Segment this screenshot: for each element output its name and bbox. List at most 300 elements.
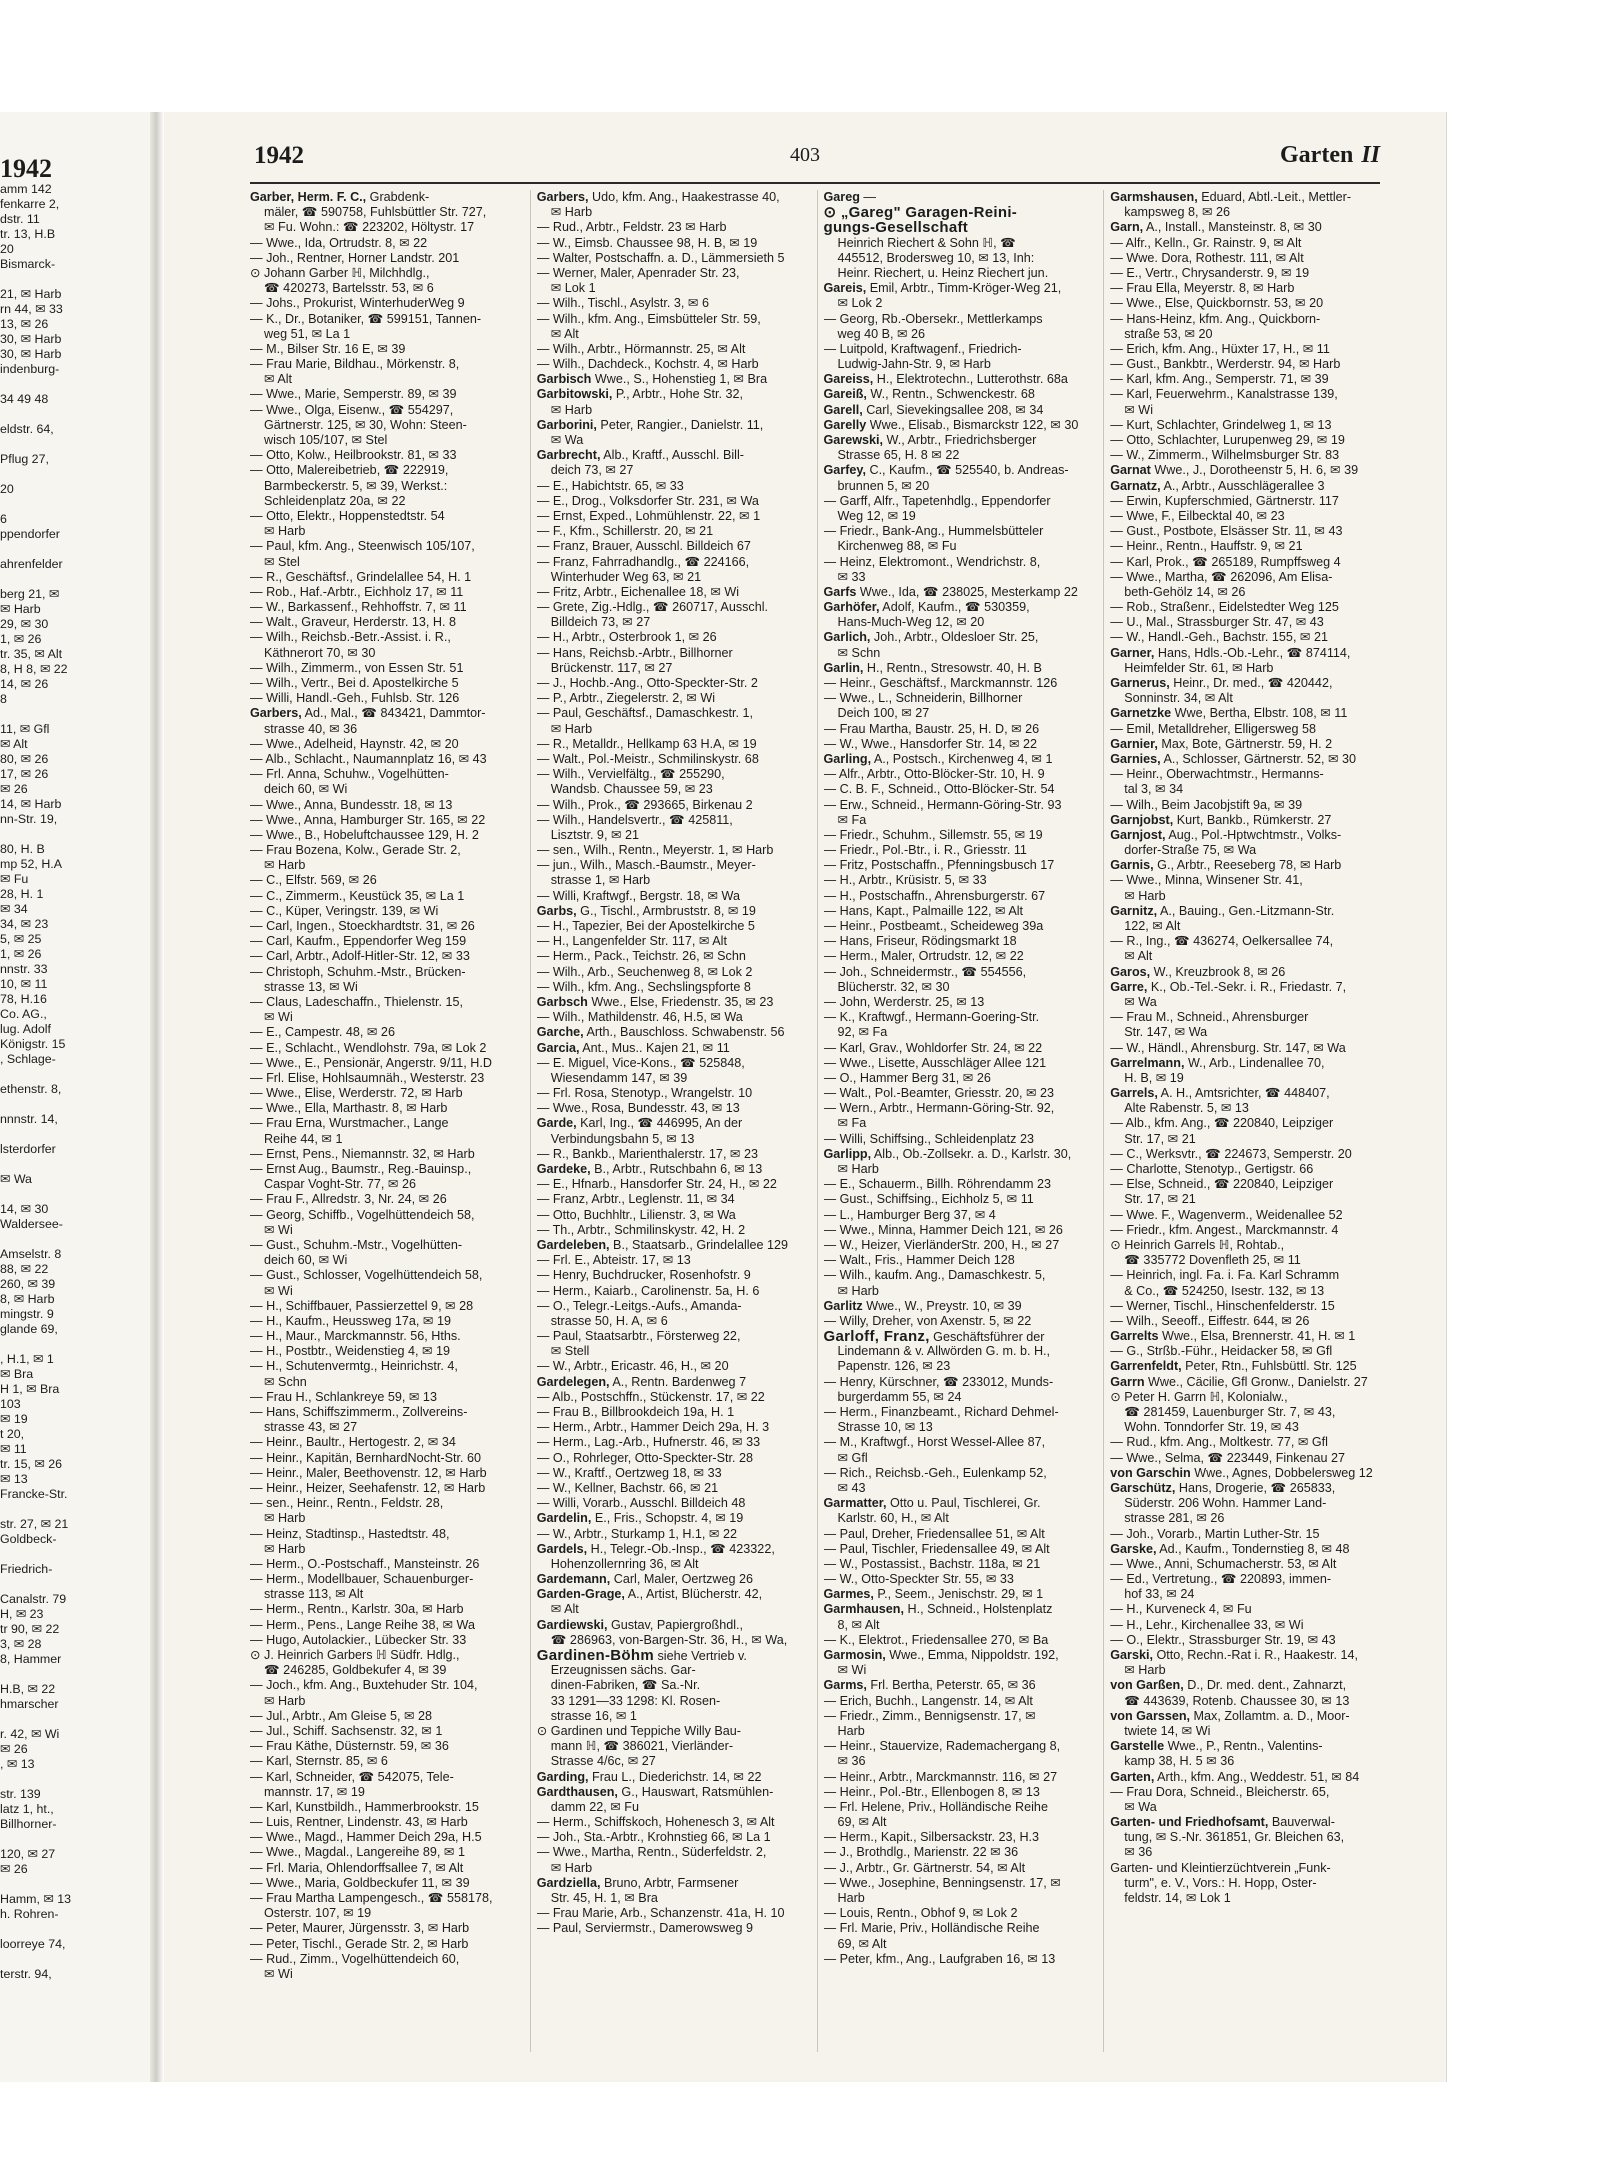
entry-details: — E., Schauerm., Billh. Röhrendamm 23: [823, 1177, 1051, 1192]
adjacent-page-line: t 20,: [0, 1427, 25, 1441]
adjacent-page-line: 8, Hammer: [0, 1652, 62, 1666]
directory-entry: [250, 904, 520, 919]
directory-entry: [537, 752, 807, 767]
directory-entry: [1110, 873, 1380, 888]
directory-entry: [537, 600, 807, 615]
entry-details: — Louis, Rentn., Obhof 9, ✉ Lok 2: [823, 1906, 1018, 1921]
directory-entry: [250, 1390, 520, 1405]
directory-entry: [1110, 630, 1380, 645]
entry-details: — Herm., Pens., Lange Reihe 38, ✉ Wa: [250, 1617, 475, 1632]
entry-details: — Rud., kfm. Ang., Moltkestr. 77, ✉ Gfl: [1110, 1435, 1328, 1450]
directory-entry: [824, 767, 1094, 782]
header-rule: [250, 182, 1380, 184]
directory-entry: [824, 995, 1094, 1010]
surname: Gardeke,: [536, 1162, 591, 1176]
adjacent-page-line: tr. 35, ✉ Alt: [0, 647, 63, 661]
entry-details: — E., Vertr., Chrysanderstr. 9, ✉ 19: [1110, 265, 1310, 280]
adjacent-page-line: 10, ✉ 11: [0, 977, 48, 991]
page-year: 1942: [254, 142, 304, 169]
directory-entry: [250, 737, 520, 752]
adjacent-page-line: [0, 1952, 150, 1967]
directory-entry: [1110, 1572, 1380, 1587]
directory-entry-head: [824, 190, 1094, 205]
directory-entry-head: [824, 1147, 1094, 1162]
surname: Garnjost,: [1110, 827, 1166, 842]
directory-entry: [250, 1086, 520, 1101]
adjacent-page-line: berg 21, ✉: [0, 587, 60, 601]
entry-details: — Heinr., Arbtr., Marckmannstr. 116, ✉ 27: [823, 1769, 1058, 1784]
directory-entry-head: [824, 281, 1094, 296]
entry-details: — Georg, Rb.-Obersekr., Mettlerkamps: [823, 311, 1043, 326]
entry-details: — Erich, Buchh., Langenstr. 14, ✉ Alt: [823, 1693, 1033, 1708]
section-title: [1280, 142, 1380, 169]
surname: Gardiewski,: [536, 1617, 608, 1632]
directory-entry: [537, 706, 807, 721]
directory-entry: [250, 1572, 520, 1587]
entry-details: — Paul, kfm. Ang., Steenwisch 105/107,: [250, 539, 475, 554]
surname: Garnjobst,: [1110, 812, 1174, 827]
scan-margin: [0, 2082, 1600, 2177]
adjacent-page-line: [0, 1712, 150, 1727]
entry-details: — W., Barkassenf., Rehhoffstr. 7, ✉ 11: [250, 600, 467, 615]
directory-entry: [537, 843, 807, 858]
directory-entry: [1110, 1527, 1380, 1542]
adjacent-page-line: tr. 15, ✉ 26: [0, 1457, 63, 1471]
entry-details: — Joh., Vorarb., Martin Luther-Str. 15: [1110, 1526, 1320, 1541]
entry-continuation: ✉ Harb: [837, 1283, 879, 1298]
entry-details: G., Tischl., Armbruststr. 8, ✉ 19: [576, 903, 756, 918]
entry-details: — E., Habichtstr. 65, ✉ 33: [536, 478, 684, 493]
directory-entry: [537, 220, 807, 235]
directory-entry: [250, 843, 520, 858]
directory-entry-head: [1110, 1542, 1380, 1557]
entry-details: Hans, Drogerie, ☎ 265833,: [1175, 1480, 1336, 1495]
adjacent-page-line: [0, 272, 150, 287]
entry-continuation: Karlstr. 60, H., ✉ Alt: [837, 1511, 949, 1526]
entry-details: — O., Elektr., Strassburger Str. 19, ✉ 43: [1110, 1632, 1336, 1647]
surname: Gardelin,: [536, 1511, 592, 1526]
entry-continuation: ✉ Stell: [550, 1344, 590, 1359]
adjacent-page-line: Königstr. 15: [0, 1037, 66, 1051]
entry-details: ⊙ Gardinen und Teppiche Willy Bau-: [536, 1723, 741, 1738]
entry-details: — Wilh., Dachdeck., Kochstr. 4, ✉ Harb: [536, 357, 759, 372]
directory-entry-head: [824, 463, 1094, 478]
book-gutter: [150, 112, 164, 2082]
adjacent-page-line: [0, 707, 150, 722]
entry-details: Wwe., J., Dorotheenstr 5, H. 6, ✉ 39: [1150, 463, 1359, 478]
directory-entry: [824, 1314, 1094, 1329]
entry-details: — Paul, Dreher, Friedensallee 51, ✉ Alt: [823, 1526, 1045, 1541]
adjacent-page-line: H, ✉ 23: [0, 1607, 44, 1621]
surname: Garding,: [536, 1769, 589, 1784]
directory-entry: [250, 630, 520, 645]
entry-details: — Kurt, Schlachter, Grindelweg 1, ✉ 13: [1110, 417, 1332, 432]
directory-entry: [250, 1709, 520, 1724]
entry-details: — Heinr., Geschäftsf., Marckmannstr. 126: [823, 676, 1058, 690]
entry-details: P., Arbtr., Hohe Str. 32,: [612, 387, 744, 402]
entry-details: — W., Otto-Speckter Str. 55, ✉ 33: [823, 1572, 1014, 1587]
adjacent-page-line: glande 69,: [0, 1322, 58, 1336]
entry-details: — Heinr., Oberwachtmstr., Hermanns-: [1110, 767, 1324, 782]
adjacent-page-line: amm 142: [0, 182, 52, 196]
entry-details: — Henry, Buchdrucker, Rosenhofstr. 9: [536, 1268, 751, 1283]
adjacent-page-line: ✉ 26: [0, 782, 28, 796]
entry-details: A., Postsch., Kirchenweg 4, ✉ 1: [871, 751, 1053, 766]
entry-continuation: ✉ Harb: [264, 1693, 306, 1708]
entry-details: — Wilh., Tischl., Asylstr. 3, ✉ 6: [536, 296, 709, 311]
entry-details: — Wwe. F., Wagenverm., Weidenallee 52: [1110, 1207, 1343, 1222]
directory-entry: [250, 661, 520, 676]
entry-details: — L., Hamburger Berg 37, ✉ 4: [823, 1207, 996, 1222]
entry-details: — Herm., Schiffskoch, Hohenesch 3, ✉ Alt: [536, 1815, 775, 1830]
adjacent-page-line: [0, 1667, 150, 1682]
directory-entry: [537, 357, 807, 372]
adjacent-page-line: [0, 1877, 150, 1892]
entry-details: — J., Hochb.-Ang., Otto-Speckter-Str. 2: [536, 676, 758, 690]
entry-details: — Heinr., Heizer, Seehafenstr. 12, ✉ Harb: [250, 1480, 486, 1495]
adjacent-page-line: loorreye 74,: [0, 1937, 66, 1951]
directory-entry: [537, 236, 807, 251]
adjacent-page-line: 103: [0, 1397, 21, 1411]
entry-details: Kurt, Bankb., Rümkerstr. 27: [1173, 812, 1332, 827]
directory-entry: [537, 767, 807, 782]
surname: Garnatz,: [1110, 478, 1161, 493]
entry-details: — Wilh., Vervielfältg., ☎ 255290,: [536, 767, 725, 782]
entry-details: — Herm., Arbtr., Hammer Deich 29a, H. 3: [536, 1420, 770, 1435]
entry-details: — Karl, Feuerwehrm., Kanalstrasse 139,: [1110, 387, 1338, 402]
entry-details: — W., Kraftf., Oertzweg 18, ✉ 33: [536, 1465, 722, 1480]
directory-entry: [250, 1952, 520, 1967]
directory-entry: [250, 1192, 520, 1207]
surname: Gareg: [823, 190, 860, 204]
directory-entry-head: [537, 1648, 807, 1663]
directory-entry: [1110, 1268, 1380, 1283]
surname: Garnier,: [1110, 736, 1158, 751]
entry-details: — H., Tapezier, Bei der Apostelkirche 5: [536, 919, 755, 933]
entry-continuation: ✉ Wa: [1124, 1799, 1157, 1814]
entry-details: — jun., Wilh., Masch.-Baumstr., Meyer-: [536, 858, 756, 873]
entry-details: — Frau F., Allredstr. 3, Nr. 24, ✉ 26: [250, 1192, 447, 1207]
directory-entry-head: [537, 1785, 807, 1800]
entry-details: —: [859, 190, 876, 204]
surname: Garell,: [823, 402, 863, 417]
entry-continuation: Wiesendamm 147, ✉ 39: [550, 1070, 688, 1085]
entry-details: A., Arbtr., Ausschlägerallee 3: [1160, 478, 1325, 493]
adjacent-page-line: tr. 13, H.B: [0, 227, 56, 241]
surname: Garnitz,: [1110, 903, 1158, 918]
entry-details: — Herm., Modellbauer, Schauenburger-: [250, 1572, 474, 1587]
directory-entry: [1110, 251, 1380, 266]
entry-details: Arth., kfm. Ang., Weddestr. 51, ✉ 84: [1154, 1769, 1360, 1784]
entry-details: — Hans, Schiffszimmerm., Zollvereins-: [250, 1405, 468, 1419]
directory-entry: [824, 904, 1094, 919]
directory-entry: [537, 1223, 807, 1238]
surname: Garbers,: [536, 190, 589, 204]
directory-entry: [250, 539, 520, 554]
entry-details: — G., Strßb.-Führ., Heidacker 58, ✉ Gfl: [1110, 1344, 1333, 1359]
entry-continuation: Harb: [837, 1891, 865, 1905]
surname: Garschütz,: [1110, 1480, 1176, 1495]
entry-details: A., Install., Mansteinstr. 8, ✉ 30: [1143, 220, 1322, 235]
entry-continuation: strasse 281, ✉ 26: [1124, 1511, 1225, 1526]
directory-entry: [250, 1405, 520, 1420]
entry-details: — Emil, Metalldreher, Elligersweg 58: [1110, 721, 1317, 736]
entry-details: — Wern., Arbtr., Hermann-Göring-Str. 92,: [823, 1101, 1055, 1116]
directory-entry: [824, 798, 1094, 813]
adjacent-page-line: ppendorfer: [0, 527, 60, 541]
directory-entry: [250, 691, 520, 706]
entry-details: — Wilh., kfm. Ang., Eimsbütteler Str. 59,: [536, 311, 761, 326]
adjacent-page-line: 260, ✉ 39: [0, 1277, 56, 1291]
directory-entry-head: [1110, 965, 1380, 980]
directory-entry: [824, 1132, 1094, 1147]
directory-entry: [250, 752, 520, 767]
surname: Garbers,: [250, 706, 302, 721]
directory-entry-head: [1110, 828, 1380, 843]
entry-details: — R., Geschäftsf., Grindelallee 54, H. 1: [250, 569, 472, 584]
directory-entry-head: [1110, 737, 1380, 752]
directory-entry: [824, 1223, 1094, 1238]
surname: Garbs,: [536, 903, 577, 918]
directory-entry-head: [1110, 676, 1380, 691]
directory-entry: [250, 509, 520, 524]
entry-details: — Walt., Fris., Hammer Deich 128: [823, 1253, 1015, 1268]
directory-entry-head: [824, 403, 1094, 418]
adjacent-page-fragment: [0, 112, 150, 2082]
entry-details: — Rob., Haf.-Arbtr., Eichholz 17, ✉ 11: [250, 584, 464, 599]
entry-details: — Hugo, Autolackier., Lübecker Str. 33: [250, 1632, 467, 1647]
adjacent-page-line: Amselstr. 8: [0, 1247, 62, 1261]
entry-continuation: straße 53, ✉ 20: [1124, 326, 1213, 341]
entry-details: Peter, Rangier., Danielstr. 11,: [596, 417, 764, 432]
entry-details: — Claus, Ladeschaffn., Thielenstr. 15,: [250, 994, 464, 1009]
entry-details: — Wwe., Josephine, Benningsenstr. 17, ✉: [823, 1875, 1061, 1890]
entry-details: — Wwe., Rosa, Bundesstr. 43, ✉ 13: [536, 1101, 740, 1116]
directory-entry-head: [1110, 1678, 1380, 1693]
directory-entry: [824, 1466, 1094, 1481]
directory-entry: [537, 1906, 807, 1921]
directory-entry: [1110, 615, 1380, 630]
adjacent-page-line: [0, 377, 150, 392]
directory-entry: [537, 539, 807, 554]
entry-details: — Wwe., Maria, Goldbeckufer 11, ✉ 39: [250, 1875, 470, 1890]
directory-entry: [537, 342, 807, 357]
entry-details: — E., Hfnarb., Hansdorfer Str. 24, H., ✉ 22: [536, 1177, 777, 1192]
entry-details: — Georg, Schiffb., Vogelhüttendeich 58,: [250, 1207, 475, 1222]
surname: Garhöfer,: [823, 600, 880, 615]
surname: Garbitowski,: [536, 387, 613, 402]
entry-details: A., Bauing., Gen.-Litzmann-Str.: [1157, 903, 1335, 918]
directory-entry: [1110, 1223, 1380, 1238]
directory-entry: [250, 1329, 520, 1344]
directory-entry-head: [1110, 1739, 1380, 1754]
entry-continuation: ✉ Lok 1: [550, 281, 596, 296]
directory-entry: [250, 236, 520, 251]
directory-entry-head: [1110, 190, 1380, 205]
directory-entry-head: [537, 1618, 807, 1633]
adjacent-page-line: 20: [0, 242, 14, 256]
entry-continuation: Reihe 44, ✉ 1: [264, 1131, 343, 1146]
entry-details: — Frau Ella, Meyerstr. 8, ✉ Harb: [1110, 281, 1295, 296]
entry-details: — Heinz, Stadtinsp., Hastedtstr. 48,: [250, 1526, 450, 1541]
entry-details: A. H., Amtsrichter, ☎ 448407,: [1157, 1086, 1330, 1101]
entry-details: Adolf, Kaufm., ☎ 530359,: [879, 600, 1030, 615]
entry-details: — Frau M., Schneid., Ahrensburger: [1110, 1010, 1309, 1025]
adjacent-page-line: eldstr. 64,: [0, 422, 54, 436]
entry-details: — F., Kfm., Schillerstr. 20, ✉ 21: [536, 524, 714, 539]
entry-details: Geschäftsführer der: [929, 1330, 1045, 1345]
directory-entry: [824, 494, 1094, 509]
entry-details: — H., Postbtr., Weidenstieg 4, ✉ 19: [250, 1344, 451, 1359]
adjacent-page-line: nnstr. 33: [0, 962, 48, 976]
directory-entry: [250, 463, 520, 478]
directory-entry: [824, 1056, 1094, 1071]
entry-details: ⊙ Peter H. Garrn ℍ, Kolonialw.,: [1110, 1389, 1288, 1404]
adjacent-page-line: 88, ✉ 22: [0, 1262, 49, 1276]
entry-details: — Walt., Pol.-Beamter, Griesstr. 20, ✉ 23: [823, 1086, 1055, 1101]
directory-entry: [537, 1086, 807, 1101]
entry-details: — Heinz, Elektromont., Wendrichstr. 8,: [823, 554, 1041, 569]
directory-entry-head: [1110, 1466, 1380, 1481]
surname: Garden-Grage,: [536, 1587, 625, 1602]
directory-entry: [250, 995, 520, 1010]
adjacent-page-line: , ✉ 13: [0, 1757, 35, 1771]
directory-entry-head: [1110, 479, 1380, 494]
entry-continuation: Gärtnerstr. 125, ✉ 30, Wohn: Steen-: [264, 417, 467, 432]
entry-details: — Erw., Schneid., Hermann-Göring-Str. 93: [823, 797, 1062, 812]
entry-details: — Heinr., Pol.-Btr., Ellenbogen 8, ✉ 13: [823, 1784, 1040, 1799]
adjacent-page-line: , H.1, ✉ 1: [0, 1352, 54, 1366]
entry-continuation: ✉ Wi: [264, 1283, 293, 1298]
directory-entry: [537, 266, 807, 281]
adjacent-page-line: Co. AG.,: [0, 1007, 47, 1021]
entry-continuation: ✉ Fa: [837, 812, 867, 827]
directory-entry-head: [537, 1041, 807, 1056]
entry-details: H., Schneid., Holstenplatz: [904, 1602, 1053, 1617]
entry-details: — Rud., Zimm., Vogelhüttendeich 60,: [250, 1951, 460, 1966]
directory-entry: [1110, 387, 1380, 402]
adjacent-page-line: [0, 542, 150, 557]
directory-entry: [250, 1162, 520, 1177]
entry-details: Eduard, Abtl.-Leit., Mettler-: [1197, 190, 1352, 204]
directory-column-2: [530, 190, 807, 2052]
entry-continuation: tal 3, ✉ 34: [1124, 782, 1184, 797]
entry-details: Peter, Rtn., Fuhlsbüttl. Str. 125: [1181, 1359, 1357, 1374]
directory-entry-head: [824, 1602, 1094, 1617]
entry-details: Arth., Bauschloss. Schwabenstr. 56: [583, 1025, 785, 1040]
entry-details: — E., Schlacht., Wendlohstr. 79a, ✉ Lok 2: [250, 1040, 487, 1055]
directory-entry: [537, 919, 807, 934]
surname: Garner,: [1110, 645, 1155, 660]
directory-entry: [537, 1101, 807, 1116]
adjacent-page-line: ✉ Bra: [0, 1367, 34, 1381]
entry-details: — M., Kraftwgf., Horst Wessel-Allee 87,: [823, 1435, 1046, 1450]
entry-details: — Willi, Handl.-Geh., Fuhlsb. Str. 126: [250, 691, 460, 706]
entry-continuation: strasse 50, H. A, ✉ 6: [550, 1313, 668, 1328]
entry-details: — Karl, Prok., ☎ 265189, Rumpffsweg 4: [1110, 554, 1341, 569]
directory-entry: [1110, 1238, 1380, 1253]
adjacent-page-line: hmarscher: [0, 1697, 59, 1711]
directory-entry-head: [250, 706, 520, 721]
entry-continuation: ✉ 36: [1124, 1845, 1153, 1860]
adjacent-page-line: 8, H 8, ✉ 22: [0, 662, 68, 676]
entry-details: Aug., Pol.-Hptwchtmstr., Volks-: [1165, 827, 1342, 842]
entry-continuation: ✉ Harb: [550, 1860, 593, 1875]
entry-continuation: Hans-Much-Weg 12, ✉ 20: [837, 615, 985, 630]
entry-details: — C. B. F., Schneid., Otto-Blöcker-Str. 54: [823, 782, 1055, 797]
directory-entry-head: [824, 630, 1094, 645]
entry-details: — C., Elfstr. 569, ✉ 26: [250, 873, 377, 888]
directory-entry: [250, 1754, 520, 1769]
directory-columns: [250, 190, 1380, 2052]
directory-entry: [537, 934, 807, 949]
entry-details: — Peter, Tischl., Gerade Str. 2, ✉ Harb: [250, 1936, 469, 1951]
entry-details: Wwe., Ida, ☎ 238025, Mesterkamp 22: [856, 584, 1078, 599]
adjacent-page-line: [0, 1097, 150, 1112]
entry-details: — W., Handl.-Geh., Bachstr. 155, ✉ 21: [1110, 630, 1328, 645]
entry-details: — Herm., O.-Postschaff., Mansteinstr. 26: [250, 1556, 480, 1571]
directory-entry: [250, 1815, 520, 1830]
entry-details: — Rob., Straßenr., Eidelstedter Weg 125: [1110, 600, 1339, 615]
entry-details: — Alb., Postschffn., Stückenstr. 17, ✉ 22: [536, 1389, 765, 1404]
entry-continuation: feldstr. 14, ✉ Lok 1: [1124, 1891, 1231, 1905]
directory-entry: [824, 1800, 1094, 1815]
adjacent-page-line: 13, ✉ 26: [0, 317, 49, 331]
entry-details: — W., Arbtr., Sturkamp 1, H.1, ✉ 22: [536, 1526, 737, 1541]
directory-entry: [824, 934, 1094, 949]
entry-details: — K., Kraftwgf., Hermann-Goering-Str.: [823, 1010, 1040, 1025]
entry-continuation: ✉ 43: [837, 1480, 866, 1495]
entry-continuation: ✉ Fa: [837, 1116, 867, 1131]
directory-entry-head: [1110, 858, 1380, 873]
entry-details: — E. Miguel, Vice-Kons., ☎ 525848,: [536, 1055, 745, 1070]
directory-entry: [250, 1071, 520, 1086]
entry-details: — Wwe., Minna, Winsener Str. 41,: [1110, 873, 1303, 888]
adjacent-page-line: 8, ✉ Harb: [0, 1292, 55, 1306]
entry-details: — Wilh., Zimmerm., von Essen Str. 51: [250, 660, 464, 675]
directory-entry-head: [824, 1648, 1094, 1663]
entry-details: — Franz, Arbtr., Leglenstr. 11, ✉ 34: [536, 1192, 735, 1207]
entry-details: Karl, Ing., ☎ 446995, An der: [576, 1116, 743, 1131]
entry-details: Alb., Kraftf., Ausschl. Bill-: [600, 448, 744, 463]
directory-entry: [537, 676, 807, 691]
entry-details: — Otto, Buchhltr., Lilienstr. 3, ✉ Wa: [536, 1207, 736, 1222]
directory-entry: [824, 1694, 1094, 1709]
entry-details: — Otto, Malereibetrieb, ☎ 222919,: [250, 463, 449, 478]
entry-details: — Karl, kfm. Ang., Semperstr. 71, ✉ 39: [1110, 372, 1329, 387]
entry-details: — H., Arbtr., Krüsistr. 5, ✉ 33: [823, 873, 987, 888]
entry-details: — Carl, Ingen., Stoeckhardtstr. 31, ✉ 26: [250, 919, 475, 933]
directory-entry: [537, 889, 807, 904]
surname: Garre,: [1110, 979, 1148, 994]
entry-details: — Wilh., Arb., Seuchenweg 8, ✉ Lok 2: [536, 964, 753, 979]
directory-entry-head: [824, 372, 1094, 387]
entry-continuation: Erzeugnissen sächs. Gar-: [550, 1663, 696, 1678]
directory-entry: [1110, 539, 1380, 554]
entry-details: — sen., Wilh., Rentn., Meyerstr. 1, ✉ Harb: [536, 843, 774, 858]
entry-details: — O., Telegr.-Leitgs.-Aufs., Amanda-: [536, 1298, 742, 1313]
entry-continuation: ☎ 286963, von-Bargen-Str. 36, H., ✉ Wa,: [550, 1632, 788, 1647]
directory-entry-head: [537, 372, 807, 387]
entry-details: — Wwe., Ida, Ortrudstr. 8, ✉ 22: [250, 235, 428, 250]
directory-entry: [250, 600, 520, 615]
directory-entry: [250, 1557, 520, 1572]
entry-continuation: ✉ Schn: [264, 1374, 307, 1389]
directory-entry: [824, 1785, 1094, 1800]
directory-entry-head: [537, 904, 807, 919]
directory-entry-head: [824, 600, 1094, 615]
surname: Garlitz: [823, 1298, 863, 1313]
